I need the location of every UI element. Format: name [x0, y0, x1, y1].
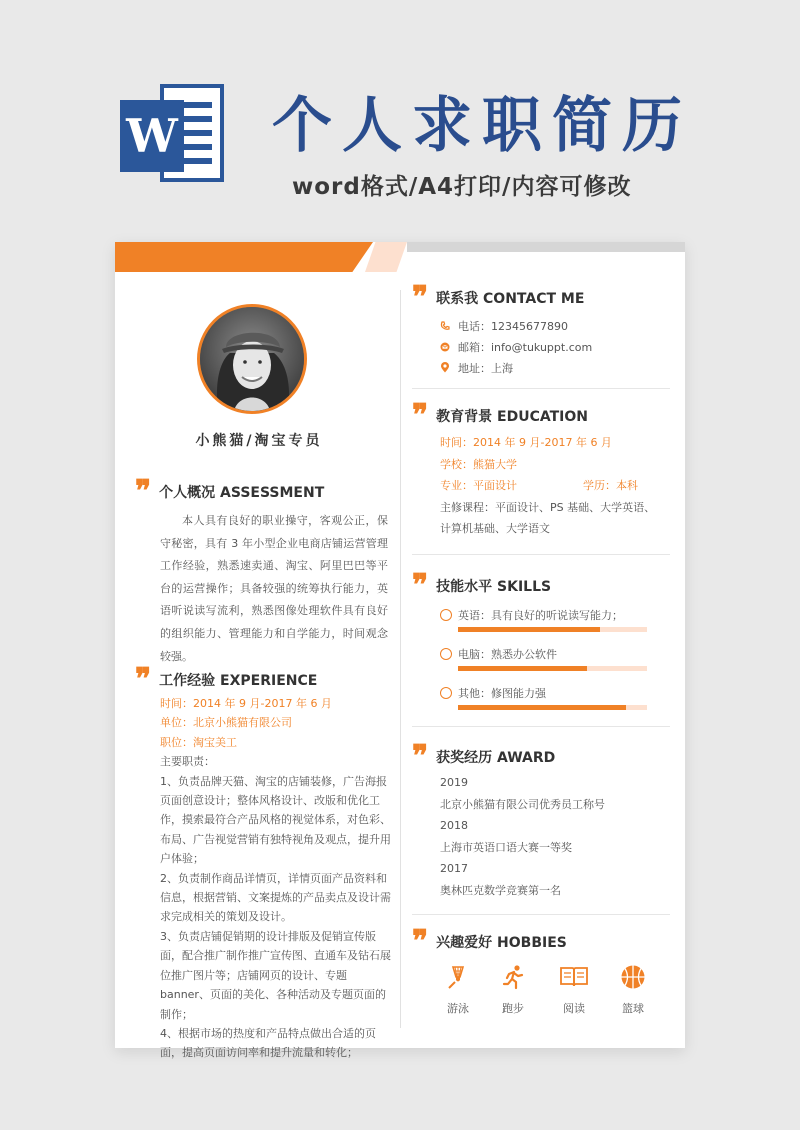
- skill-bar-fill: [458, 666, 587, 671]
- top-accent-bar: [115, 242, 373, 272]
- quote-icon: ❞: [135, 474, 152, 509]
- contact-email-text: 邮箱：info@tukuppt.com: [458, 341, 593, 354]
- section-title: 获奖经历 AWARD: [436, 750, 556, 766]
- book-icon: [559, 964, 589, 990]
- word-letter: W: [120, 100, 184, 172]
- quote-icon: ❞: [412, 924, 429, 959]
- section-title: 兴趣爱好 HOBBIES: [436, 935, 567, 951]
- experience-duties-title: 主要职责：: [160, 755, 215, 769]
- section-divider: [412, 726, 670, 727]
- banner-title: 个人求职简历: [272, 91, 692, 161]
- resume-page: [115, 242, 685, 1060]
- education-degree: 学历：本科: [583, 479, 638, 492]
- top-grey-bar: [407, 242, 685, 252]
- top-accent-stripe: [365, 242, 407, 272]
- experience-duty: 4、根据市场的热度和产品特点做出合适的页面，提高页面访问率和提升流量和转化；: [160, 1026, 376, 1060]
- skill-bar: [458, 666, 647, 671]
- education-header: [412, 398, 588, 433]
- experience-body: [160, 694, 392, 1063]
- mail-icon: [440, 342, 450, 352]
- award-item: 奥林匹克数学竞赛第一名: [440, 884, 561, 897]
- award-item: 上海市英语口语大赛一等奖: [440, 841, 572, 854]
- skill-label: 其他：修图能力强: [458, 687, 546, 700]
- hobby-label: 游泳: [447, 1002, 469, 1015]
- experience-time: 时间：2014 年 9 月-2017 年 6 月: [160, 697, 332, 710]
- award-year: 2018: [440, 819, 468, 832]
- assessment-text: 本人具有良好的职业操守，客观公正，保守秘密，具有 3 年小型企业电商店铺运营管理工作经验，熟悉速卖通、淘宝、阿里巴巴等平台的运营操作；具备较强的统筹执行能力，英语听说读写流利，熟悉图像处理软件具有良好的组织能力、管理能力和自学能力，时间观念较强。: [160, 514, 388, 663]
- quote-icon: ❞: [412, 280, 429, 315]
- section-title: 教育背景 EDUCATION: [436, 409, 588, 425]
- contact-email: [440, 339, 592, 355]
- education-courses: 主修课程：平面设计、PS 基础、大学英语、: [440, 501, 656, 514]
- contact-phone: [440, 318, 568, 334]
- hobby-label: 阅读: [563, 1002, 585, 1015]
- experience-duty: 1、负责品牌天猫、淘宝的店铺装修，广告海报页面创意设计；整体风格设计、改版和优化工作，摸索最符合产品风格的视觉体系，对色彩、布局、广告视觉营销有独特视角及观点，提升用户体验；: [160, 774, 391, 866]
- hobby-label: 跑步: [502, 1002, 524, 1015]
- portrait-photo: [200, 307, 304, 411]
- experience-duty: 3、负责店铺促销期的设计排版及促销宣传版面，配合推广制作推广宣传图、直通车及钻石展位推广图片等；店铺网页的设计、专题 banner、页面的美化、各种活动及专题页面的制作；: [160, 929, 391, 1021]
- contact-address-text: 地址：上海: [458, 362, 513, 375]
- hobby-item: [435, 964, 481, 1016]
- bullet-circle-icon: [440, 609, 452, 621]
- badminton-icon: [445, 964, 471, 990]
- runner-icon: [500, 964, 526, 990]
- quote-icon: ❞: [412, 739, 429, 774]
- skill-bar: [458, 627, 647, 632]
- avatar: [197, 304, 307, 414]
- skill-bar-fill: [458, 705, 626, 710]
- section-title: 联系我 CONTACT ME: [436, 291, 585, 307]
- hobby-label: 篮球: [622, 1002, 644, 1015]
- phone-icon: [440, 321, 450, 331]
- hobby-item: [610, 964, 656, 1016]
- section-title: 技能水平 SKILLS: [436, 579, 552, 595]
- assessment-header: [135, 474, 325, 509]
- skill-row: [440, 648, 650, 678]
- experience-header: [135, 662, 318, 697]
- location-pin-icon: [440, 362, 450, 373]
- section-title: 工作经验 EXPERIENCE: [159, 673, 318, 689]
- hobby-item: [490, 964, 536, 1016]
- skill-label: 英语：具有良好的听说读写能力；: [458, 609, 623, 622]
- quote-icon: ❞: [412, 398, 429, 433]
- skill-row: [440, 609, 650, 639]
- experience-duty: 2、负责制作商品详情页，详情页面产品资料和信息，根据营销、文案提炼的产品卖点及设计需求完成相关的策划及设计。: [160, 871, 391, 924]
- quote-icon: ❞: [412, 568, 429, 603]
- profile-name: 小熊猫/淘宝专员: [195, 433, 323, 449]
- award-year: 2019: [440, 776, 468, 789]
- education-school: 学校：熊猫大学: [440, 458, 517, 471]
- banner-subtitle: word格式/A4打印/内容可修改: [292, 174, 632, 200]
- skill-label: 电脑：熟悉办公软件: [458, 648, 557, 661]
- skill-bar-fill: [458, 627, 600, 632]
- section-title: 个人概况 ASSESSMENT: [159, 485, 325, 501]
- hobbies-header: [412, 924, 567, 959]
- section-divider: [412, 388, 670, 389]
- award-item: 北京小熊猫有限公司优秀员工称号: [440, 798, 605, 811]
- contact-header: [412, 280, 585, 315]
- education-major: 专业：平面设计: [440, 479, 517, 492]
- column-divider: [400, 290, 401, 1028]
- contact-phone-text: 电话：12345677890: [458, 320, 568, 333]
- quote-icon: ❞: [135, 662, 152, 697]
- skill-bar: [458, 705, 647, 710]
- skill-row: [440, 687, 650, 717]
- education-courses: 计算机基础、大学语文: [440, 522, 550, 535]
- skills-header: [412, 568, 552, 603]
- hobby-item: [551, 964, 597, 1016]
- basketball-icon: [620, 964, 646, 990]
- section-divider: [412, 914, 670, 915]
- award-year: 2017: [440, 862, 468, 875]
- contact-address: [440, 360, 513, 376]
- awards-header: [412, 739, 556, 774]
- bullet-circle-icon: [440, 687, 452, 699]
- bullet-circle-icon: [440, 648, 452, 660]
- experience-position: 职位：淘宝美工: [160, 735, 237, 749]
- education-time: 时间：2014 年 9 月-2017 年 6 月: [440, 436, 612, 449]
- experience-company: 单位：北京小熊猫有限公司: [160, 716, 292, 730]
- section-divider: [412, 554, 670, 555]
- word-logo-icon: [120, 84, 230, 184]
